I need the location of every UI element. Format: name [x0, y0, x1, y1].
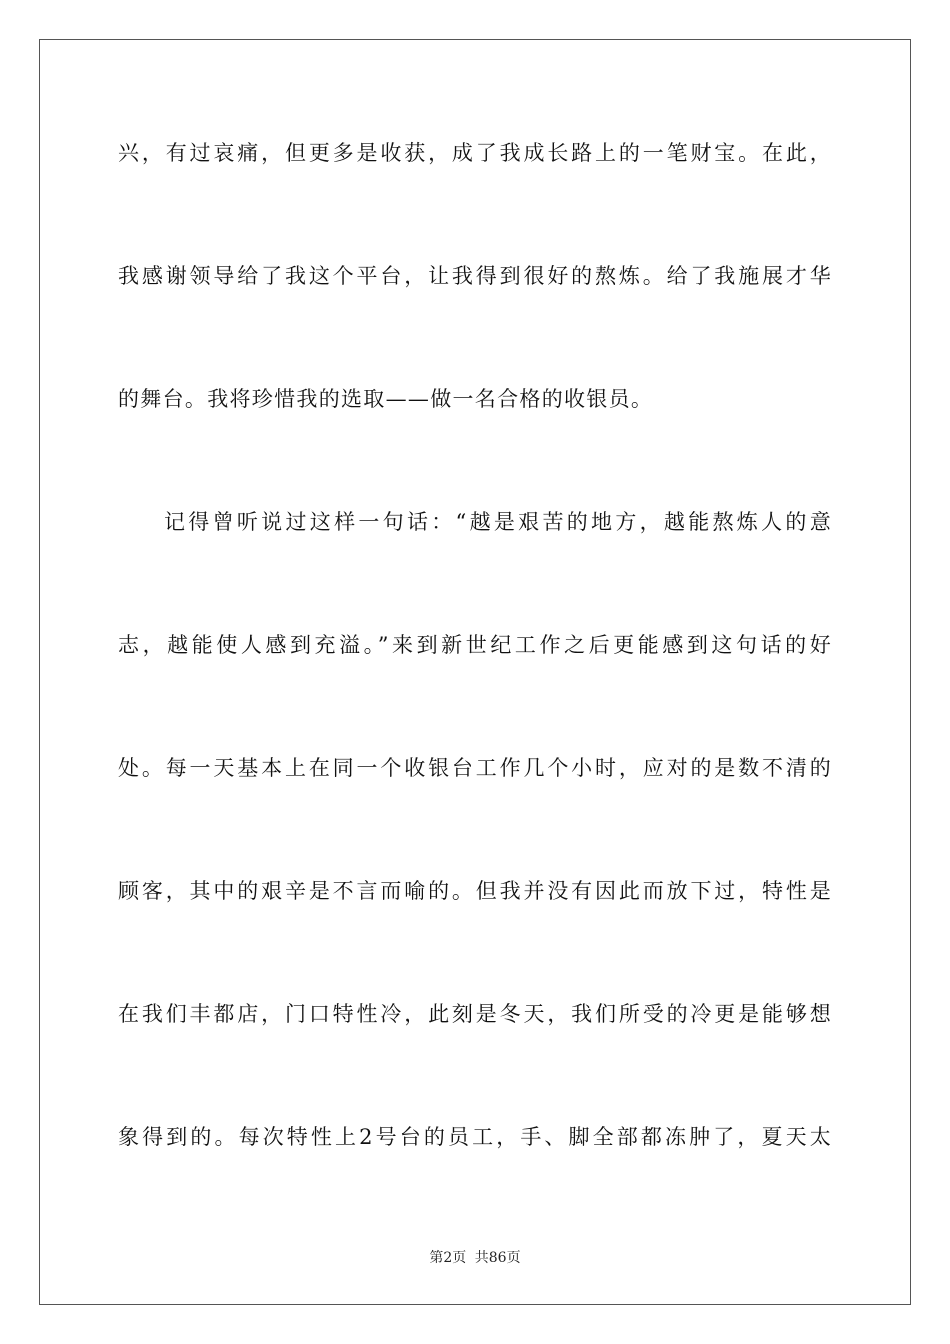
- text-line-8: 在我们丰都店，门口特性冷，此刻是冬天，我们所受的冷更是能够想: [118, 1002, 832, 1026]
- text-line-3: 的舞台。我将珍惜我的选取——做一名合格的收银员。: [118, 387, 654, 411]
- page-footer: [0, 1249, 950, 1267]
- text-line-2: 我感谢领导给了我这个平台，让我得到很好的熬炼。给了我施展才华: [118, 264, 832, 288]
- text-line-9: 象得到的。每次特性上2号台的员工，手、脚全部都冻肿了，夏天太: [118, 1125, 832, 1149]
- text-line-1: 兴，有过哀痛，但更多是收获，成了我成长路上的一笔财宝。在此，: [118, 141, 832, 165]
- page-number: 第2页: [429, 1250, 467, 1266]
- text-line-6: 处。每一天基本上在同一个收银台工作几个小时，应对的是数不清的: [118, 756, 832, 780]
- page-border: [39, 39, 911, 1305]
- text-line-7: 顾客，其中的艰辛是不言而喻的。但我并没有因此而放下过，特性是: [118, 879, 832, 903]
- text-line-5: 志，越能使人感到充溢。”来到新世纪工作之后更能感到这句话的好: [118, 633, 832, 657]
- page-total: 共86页: [474, 1250, 521, 1266]
- text-line-4: 记得曾听说过这样一句话：“越是艰苦的地方，越能熬炼人的意: [164, 510, 832, 534]
